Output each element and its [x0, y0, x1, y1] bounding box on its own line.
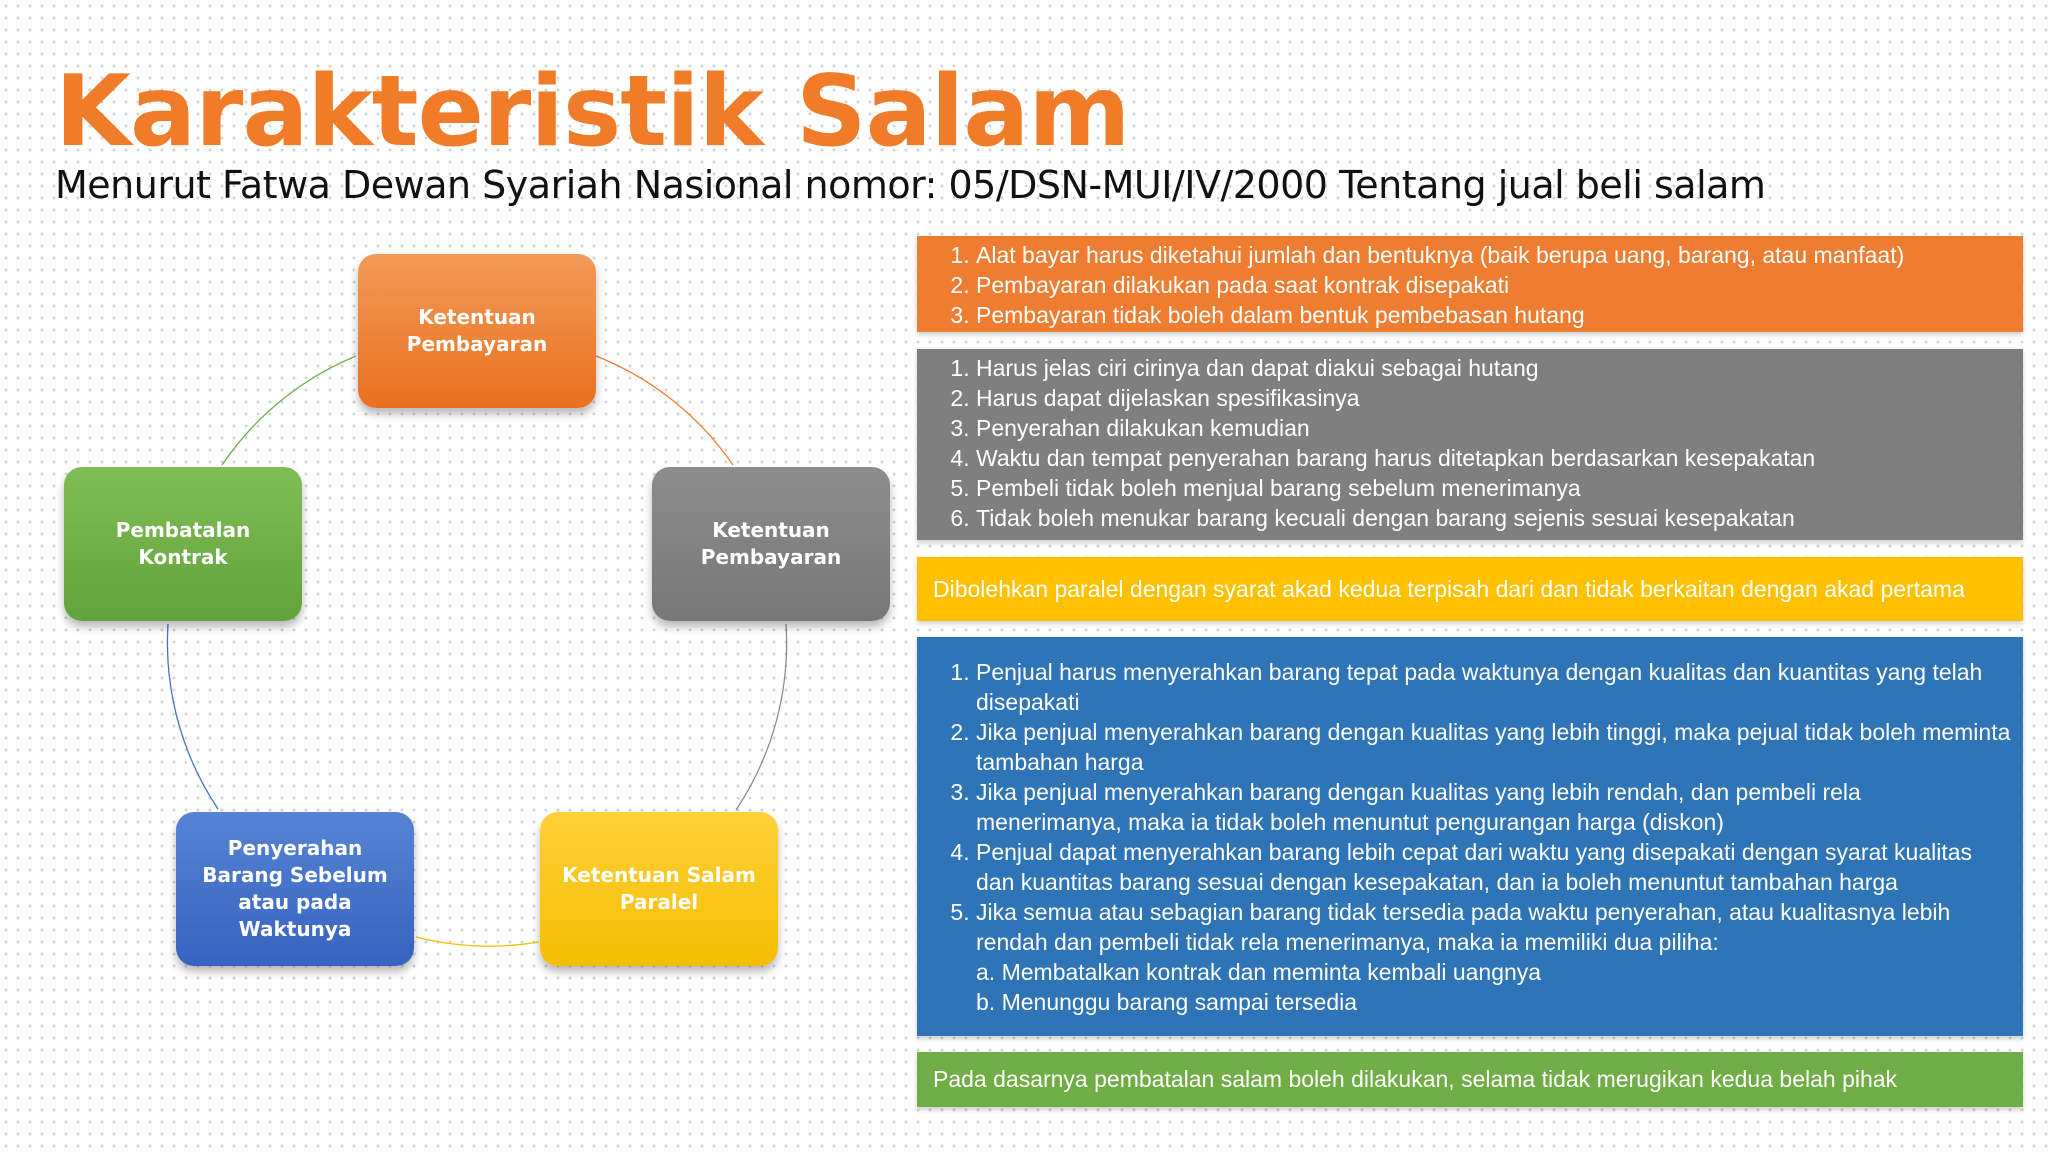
cycle-node-cancellation-label: Pembatalan Kontrak	[115, 518, 251, 569]
list-item: 1. Harus jelas ciri cirinya dan dapat diakui sebagai hutang	[976, 353, 2011, 383]
list-item: 4. Penjual dapat menyerahkan barang lebih cepat dari waktu yang disepakati dengan syarat kualitas dan kuantitas barang sesuai dengan kesepakatan, dan ia boleh menuntut tambahan harga	[976, 837, 2011, 897]
panel-payment-list	[931, 240, 2011, 330]
sub-list-item: a. Membatalkan kontrak dan meminta kembali uangnya	[976, 957, 2011, 987]
list-item: 4. Waktu dan tempat penyerahan barang harus ditetapkan berdasarkan kesepakatan	[976, 443, 2011, 473]
cycle-node-delivery	[176, 812, 414, 966]
panel-goods-list	[931, 353, 2011, 533]
cycle-node-cancellation	[64, 467, 302, 621]
connector-yellow-blue	[416, 937, 539, 946]
panel-delivery	[917, 637, 2023, 1036]
panel-parallel	[917, 557, 2023, 621]
cycle-node-payment	[358, 254, 596, 408]
list-item: 3. Jika penjual menyerahkan barang dengan kualitas yang lebih rendah, dan pembeli rela menerimanya, maka ia tidak boleh menuntut pengurangan harga (diskon)	[976, 777, 2011, 837]
connector-blue-green	[167, 624, 218, 809]
cycle-node-payment-label: Ketentuan Pembayaran	[406, 305, 548, 356]
cycle-node-parallel	[540, 812, 778, 966]
list-item: 1. Penjual harus menyerahkan barang tepat pada waktunya dengan kualitas dan kuantitas yang telah disepakati	[976, 657, 2011, 717]
cycle-node-parallel-label: Ketentuan Salam Paralel	[562, 863, 756, 914]
list-item: 2. Harus dapat dijelaskan spesifikasinya	[976, 383, 2011, 413]
list-item: 3. Pembayaran tidak boleh dalam bentuk pembebasan hutang	[976, 300, 2011, 330]
list-item	[976, 897, 2011, 1017]
list-item: 2. Jika penjual menyerahkan barang dengan kualitas yang lebih tinggi, maka pejual tidak boleh meminta tambahan harga	[976, 717, 2011, 777]
cycle-node-goods	[652, 467, 890, 621]
connector-green-orange	[222, 356, 356, 465]
list-item: 2. Pembayaran dilakukan pada saat kontrak disepakati	[976, 270, 2011, 300]
cycle-node-goods-label: Ketentuan Pembayaran	[700, 518, 842, 569]
panel-parallel-text: Dibolehkan paralel dengan syarat akad kedua terpisah dari dan tidak berkaitan dengan akad pertama	[933, 576, 1965, 602]
panel-delivery-list	[931, 657, 2011, 1017]
connector-orange-gray	[596, 356, 733, 465]
list-item: 5. Pembeli tidak boleh menjual barang sebelum menerimanya	[976, 473, 2011, 503]
panel-goods	[917, 349, 2023, 540]
page-title: Karakteristik Salam	[55, 55, 1130, 169]
panel-cancellation-text: Pada dasarnya pembatalan salam boleh dilakukan, selama tidak merugikan kedua belah pihak	[933, 1066, 1898, 1092]
list-item: 6. Tidak boleh menukar barang kecuali dengan barang sejenis sesuai kesepakatan	[976, 503, 2011, 533]
list-item: 3. Penyerahan dilakukan kemudian	[976, 413, 2011, 443]
connector-gray-yellow	[736, 624, 787, 810]
list-item: 1. Alat bayar harus diketahui jumlah dan bentuknya (baik berupa uang, barang, atau manfaat)	[976, 240, 2011, 270]
page-subtitle: Menurut Fatwa Dewan Syariah Nasional nomor: 05/DSN-MUI/IV/2000 Tentang jual beli salam	[55, 163, 1766, 207]
cycle-node-delivery-label: Penyerahan Barang Sebelum atau pada Waktunya	[202, 836, 388, 941]
panel-payment	[917, 236, 2023, 332]
panel-cancellation	[917, 1052, 2023, 1107]
panel-delivery-sublist	[976, 957, 2011, 1017]
sub-list-item: b. Menunggu barang sampai tersedia	[976, 987, 2011, 1017]
list-item-text: Jika semua atau sebagian barang tidak tersedia pada waktu penyerahan, atau kualitasnya lebih rendah dan pembeli tidak rela menerimanya, maka ia memiliki dua piliha:	[976, 899, 1951, 955]
